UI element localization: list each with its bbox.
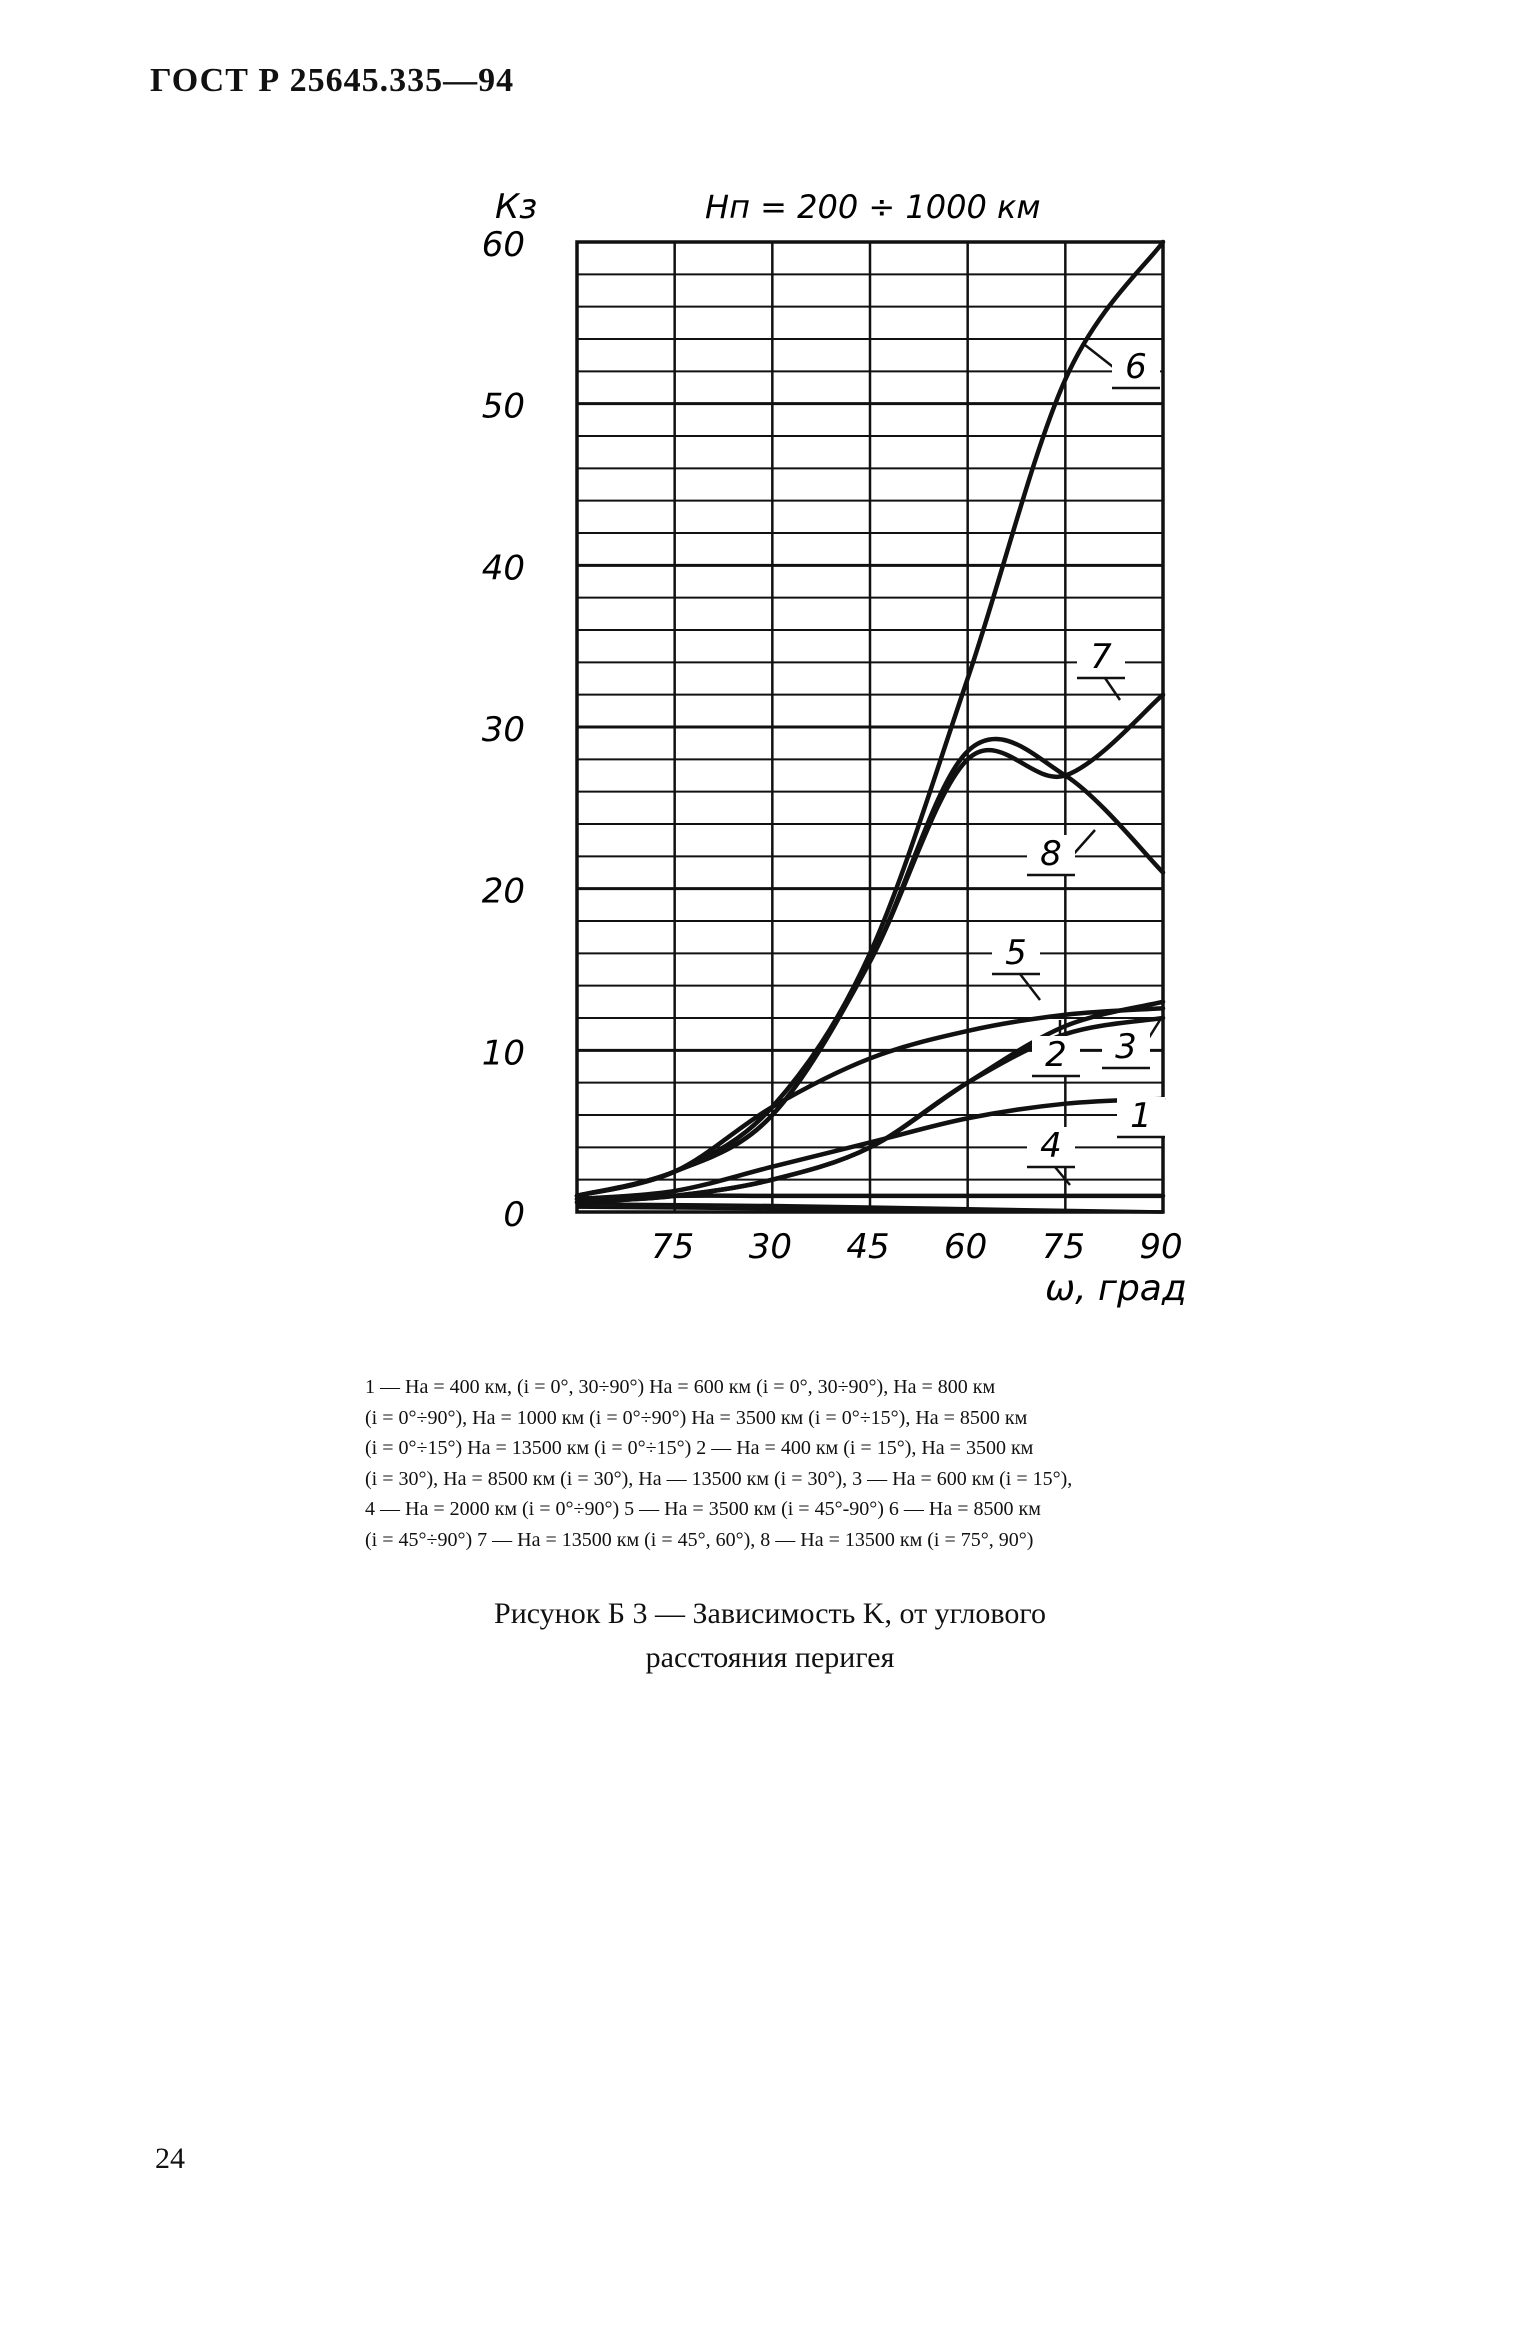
callout-leader: [1055, 1167, 1070, 1185]
x-tick-label: 60: [944, 1227, 988, 1267]
x-tick-label: 90: [1139, 1227, 1183, 1267]
figure-title-line: Рисунок Б 3 — Зависимость K, от углового: [494, 1597, 1046, 1630]
y-tick-label: 20: [481, 871, 525, 912]
page-number: 24: [155, 2142, 185, 2175]
x-tick-label: 75: [1041, 1227, 1085, 1267]
series-label-6: 6: [1125, 347, 1147, 387]
legend-caption: [365, 1372, 1325, 1555]
y-tick-label: 40: [481, 548, 525, 589]
series-label-7: 7: [1090, 637, 1112, 677]
figure-title-line: расстояния перигея: [645, 1641, 895, 1674]
x-tick-label: 30: [748, 1227, 792, 1267]
legend-line: (i = 30°), Hа = 8500 км (i = 30°), Hа — 13500 км (i = 30°), 3 — Hа = 600 км (i = 15°),: [365, 1467, 1073, 1490]
y-tick-label: 10: [481, 1033, 525, 1074]
y-tick-label: 0: [503, 1195, 525, 1235]
x-tick-label: 45: [846, 1227, 890, 1267]
y-axis-label: Кз: [495, 187, 538, 227]
legend-line: 1 — Hа = 400 км, (i = 0°, 30÷90°) Hа = 600 км (i = 0°, 30÷90°), Hа = 800 км: [365, 1376, 996, 1398]
series-label-2: 2: [1045, 1035, 1067, 1075]
x-axis-label: ω, град: [1045, 1268, 1187, 1309]
y-tick-label: 30: [481, 710, 525, 750]
figure-title: [300, 1592, 1240, 1680]
legend-line: 4 — Hа = 2000 км (i = 0°÷90°) 5 — Hа = 3500 км (i = 45°-90°) 6 — Hа = 8500 км: [365, 1498, 1041, 1520]
y-tick-label: 60: [481, 225, 525, 265]
series-label-1: 1: [1130, 1096, 1152, 1136]
series-label-4: 4: [1040, 1126, 1062, 1166]
legend-line: (i = 45°÷90°) 7 — Hа = 13500 км (i = 45°, 60°), 8 — Hа = 13500 км (i = 75°, 90°): [365, 1528, 1034, 1551]
series-label-8: 8: [1040, 834, 1062, 874]
legend-line: (i = 0°÷15°) Hа = 13500 км (i = 0°÷15°) 2 — Hа = 400 км (i = 15°), Hа = 3500 км: [365, 1437, 1034, 1459]
document-header: ГОСТ Р 25645.335—94: [150, 62, 515, 99]
callout-leader: [1020, 974, 1040, 1000]
y-tick-label: 50: [481, 386, 525, 427]
callout-leader: [1105, 678, 1120, 700]
chart-labels: [482, 187, 1187, 1309]
legend-line: (i = 0°÷90°), Hа = 1000 км (i = 0°÷90°) Hа = 3500 км (i = 0°÷15°), Hа = 8500 км: [365, 1406, 1028, 1429]
x-tick-label: 75: [651, 1227, 695, 1267]
series-label-5: 5: [1005, 933, 1027, 973]
series-label-3: 3: [1115, 1027, 1137, 1067]
chart-title: Нп = 200 ÷ 1000 км: [705, 188, 1041, 226]
